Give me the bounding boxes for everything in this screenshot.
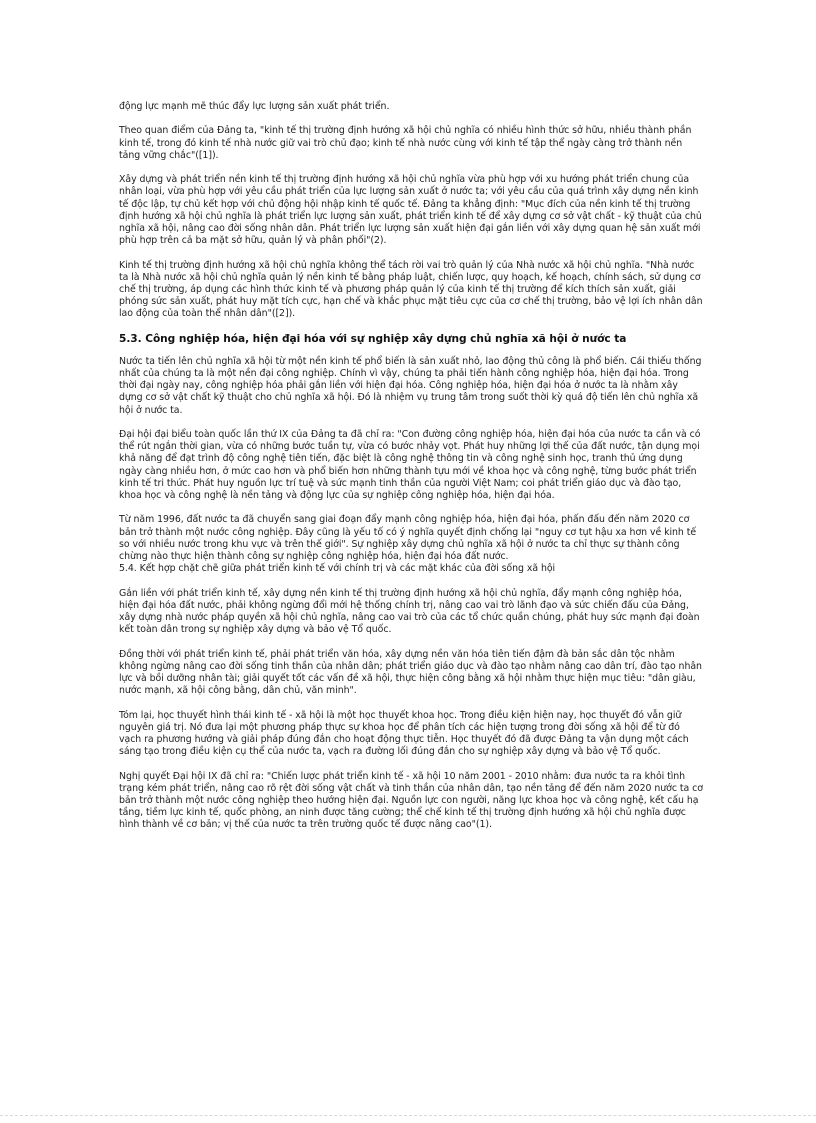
paragraph: Theo quan điểm của Đảng ta, "kinh tế thị trường định hướng xã hội chủ nghĩa có nhiều hình thức sở hữu, nhiều thành phần kinh tế, trong đó kinh tế nhà nước giữ vai trò chủ đạo; kinh tế nhà nước cùng với kinh tế tập thể ngày càng trở thành nền tảng vững chắc"([1]). <box>119 125 692 161</box>
section-heading: 5.3. Công nghiệp hóa, hiện đại hóa với sự nghiệp xây dựng chủ nghĩa xã hội ở nước ta <box>119 332 627 345</box>
paragraph: Gắn liền với phát triển kinh tế, xây dựng nền kinh tế thị trường định hướng xã hội chủ nghĩa, đẩy mạnh công nghiệp hóa, hiện đại hóa đất nước, phải không ngừng đổi mới hệ thống chính trị, nâng cao vai trò lãnh đạo và sức chiến đấu của Đảng, xây dựng nhà nước pháp quyền xã hội chủ nghĩa, nâng cao vai trò của các tổ chức quần chúng, phát huy sức mạnh đại đoàn kết toàn dân trong sự nghiệp xây dựng và bảo vệ Tổ quốc. <box>119 587 700 636</box>
paragraph: Nghị quyết Đại hội IX đã chỉ ra: "Chiến lược phát triển kinh tế - xã hội 10 năm 2001 - 2010 nhằm: đưa nước ta ra khỏi tình trạng kém phát triển, nâng cao rõ rệt đời sống vật chất và tinh thần của nhân dân, tạo nền tảng để đến năm 2020 nước ta cơ bản trở thành một nước công nghiệp theo hướng hiện đại. Nguồn lực con người, năng lực khoa học và công nghệ, kết cấu hạ tầng, tiềm lực kinh tế, quốc phòng, an ninh được tăng cường; thể chế kinh tế thị trường định hướng xã hội chủ nghĩa được hình thành về cơ bản; vị thế của nước ta trên trường quốc tế được nâng cao"(1). <box>119 770 703 831</box>
paragraph: Kinh tế thị trường định hướng xã hội chủ nghĩa không thể tách rời vai trò quản lý của Nhà nước xã hội chủ nghĩa. "Nhà nước ta là Nhà nước xã hội chủ nghĩa quản lý nền kinh tế bằng pháp luật, chiến lược, quy hoạch, kế hoạch, chính sách, sử dụng cơ chế thị trường, áp dụng các hình thức kinh tế và phương pháp quản lý của kinh tế thị trường để kích thích sản xuất, giải phóng sức sản xuất, phát huy mặt tích cực, hạn chế và khắc phục mặt tiêu cực của cơ chế thị trường, bảo vệ lợi ích nhân dân lao động của toàn thể nhân dân"([2]). <box>119 259 703 320</box>
document-body <box>119 101 703 844</box>
page-bottom-divider <box>0 1115 816 1116</box>
paragraph: động lực mạnh mẽ thúc đẩy lực lượng sản xuất phát triển. <box>119 101 390 112</box>
subsection-heading: 5.4. Kết hợp chặt chẽ giữa phát triển kinh tế với chính trị và các mặt khác của đời sống xã hội <box>119 563 556 575</box>
paragraph: Từ năm 1996, đất nước ta đã chuyển sang giai đoạn đẩy mạnh công nghiệp hóa, hiện đại hóa, phấn đấu đến năm 2020 cơ bản trở thành một nước công nghiệp. Đây cũng là yếu tố có ý nghĩa quyết định chống lại "nguy cơ tụt hậu xa hơn về kinh tế so với nhiều nước trong khu vực và trên thế giới". Sự nghiệp xây dựng chủ nghĩa xã hội ở nước ta chỉ thực sự thành công chừng nào thực hiện thành công sự nghiệp công nghiệp hóa, hiện đại hóa đất nước. <box>119 514 697 563</box>
paragraph: Đồng thời với phát triển kinh tế, phải phát triển văn hóa, xây dựng nền văn hóa tiên tiến đậm đà bản sắc dân tộc nhằm không ngừng nâng cao đời sống tinh thần của nhân dân; phát triển giáo dục và đào tạo nhằm nâng cao dân trí, đào tạo nhân lực và bồi dưỡng nhân tài; giải quyết tốt các vấn đề xã hội, thực hiện công bằng xã hội nhằm thực hiện mục tiêu: "dân giàu, nước mạnh, xã hội công bằng, dân chủ, văn minh". <box>119 648 702 697</box>
paragraph: Nước ta tiến lên chủ nghĩa xã hội từ một nền kinh tế phổ biến là sản xuất nhỏ, lao động thủ công là phổ biến. Cái thiếu thống nhất của chúng ta là một nền đại công nghiệp. Chính vì vậy, chúng ta phải tiến hành công nghiệp hóa, hiện đại hóa. Trong thời đại ngày nay, công nghiệp hóa phải gắn liền với hiện đại hóa. Công nghiệp hóa, hiện đại hóa ở nước ta là nhằm xây dựng cơ sở vật chất kỹ thuật cho chủ nghĩa xã hội. Đó là nhiệm vụ trung tâm trong suốt thời kỳ quá độ tiến lên chủ nghĩa xã hội ở nước ta. <box>119 355 702 416</box>
paragraph: Tóm lại, học thuyết hình thái kinh tế - xã hội là một học thuyết khoa học. Trong điều kiện hiện nay, học thuyết đó vẫn giữ nguyên giá trị. Nó đưa lại một phương pháp thực sự khoa học để phân tích các hiện tượng trong đời sống xã hội để từ đó vạch ra phương hướng và giải pháp đúng đắn cho hoạt động thực tiễn. Học thuyết đó đã được Đảng ta vận dụng một cách sáng tạo trong điều kiện cụ thể của nước ta, vạch ra đường lối đúng đắn cho sự nghiệp xây dựng và bảo vệ Tổ quốc. <box>119 709 689 758</box>
paragraph: Đại hội đại biểu toàn quốc lần thứ IX của Đảng ta đã chỉ ra: "Con đường công nghiệp hóa, hiện đại hóa của nước ta cần và có thể rút ngắn thời gian, vừa có những bước tuần tự, vừa có bước nhảy vọt. Phát huy những lợi thế của đất nước, tận dụng mọi khả năng để đạt trình độ công nghệ tiên tiến, đặc biệt là công nghệ thông tin và công nghệ sinh học, tranh thủ ứng dụng ngày càng nhiều hơn, ở mức cao hơn và phổ biến hơn những thành tựu mới về khoa học và công nghệ, từng bước phát triển kinh tế tri thức. Phát huy nguồn lực trí tuệ và sức mạnh tinh thần của người Việt Nam; coi phát triển giáo dục và đào tạo, khoa học và công nghệ là nền tảng và động lực của sự nghiệp công nghiệp hóa, hiện đại hóa. <box>119 429 701 502</box>
paragraph: Xây dựng và phát triển nền kinh tế thị trường định hướng xã hội chủ nghĩa vừa phù hợp với xu hướng phát triển chung của nhân loại, vừa phù hợp với yêu cầu phát triển của lực lượng sản xuất ở nước ta; với yêu cầu của quá trình xây dựng nền kinh tế độc lập, tự chủ kết hợp với chủ động hội nhập kinh tế quốc tế. Đảng ta khẳng định: "Mục đích của nền kinh tế thị trường định hướng xã hội chủ nghĩa là phát triển lực lượng sản xuất, phát triển kinh tế để xây dựng cơ sở vật chất - kỹ thuật của chủ nghĩa xã hội, nâng cao đời sống nhân dân. Phát triển lực lượng sản xuất hiện đại gắn liền với xây dựng quan hệ sản xuất mới phù hợp trên cả ba mặt sở hữu, quản lý và phân phối"(2). <box>119 174 702 247</box>
